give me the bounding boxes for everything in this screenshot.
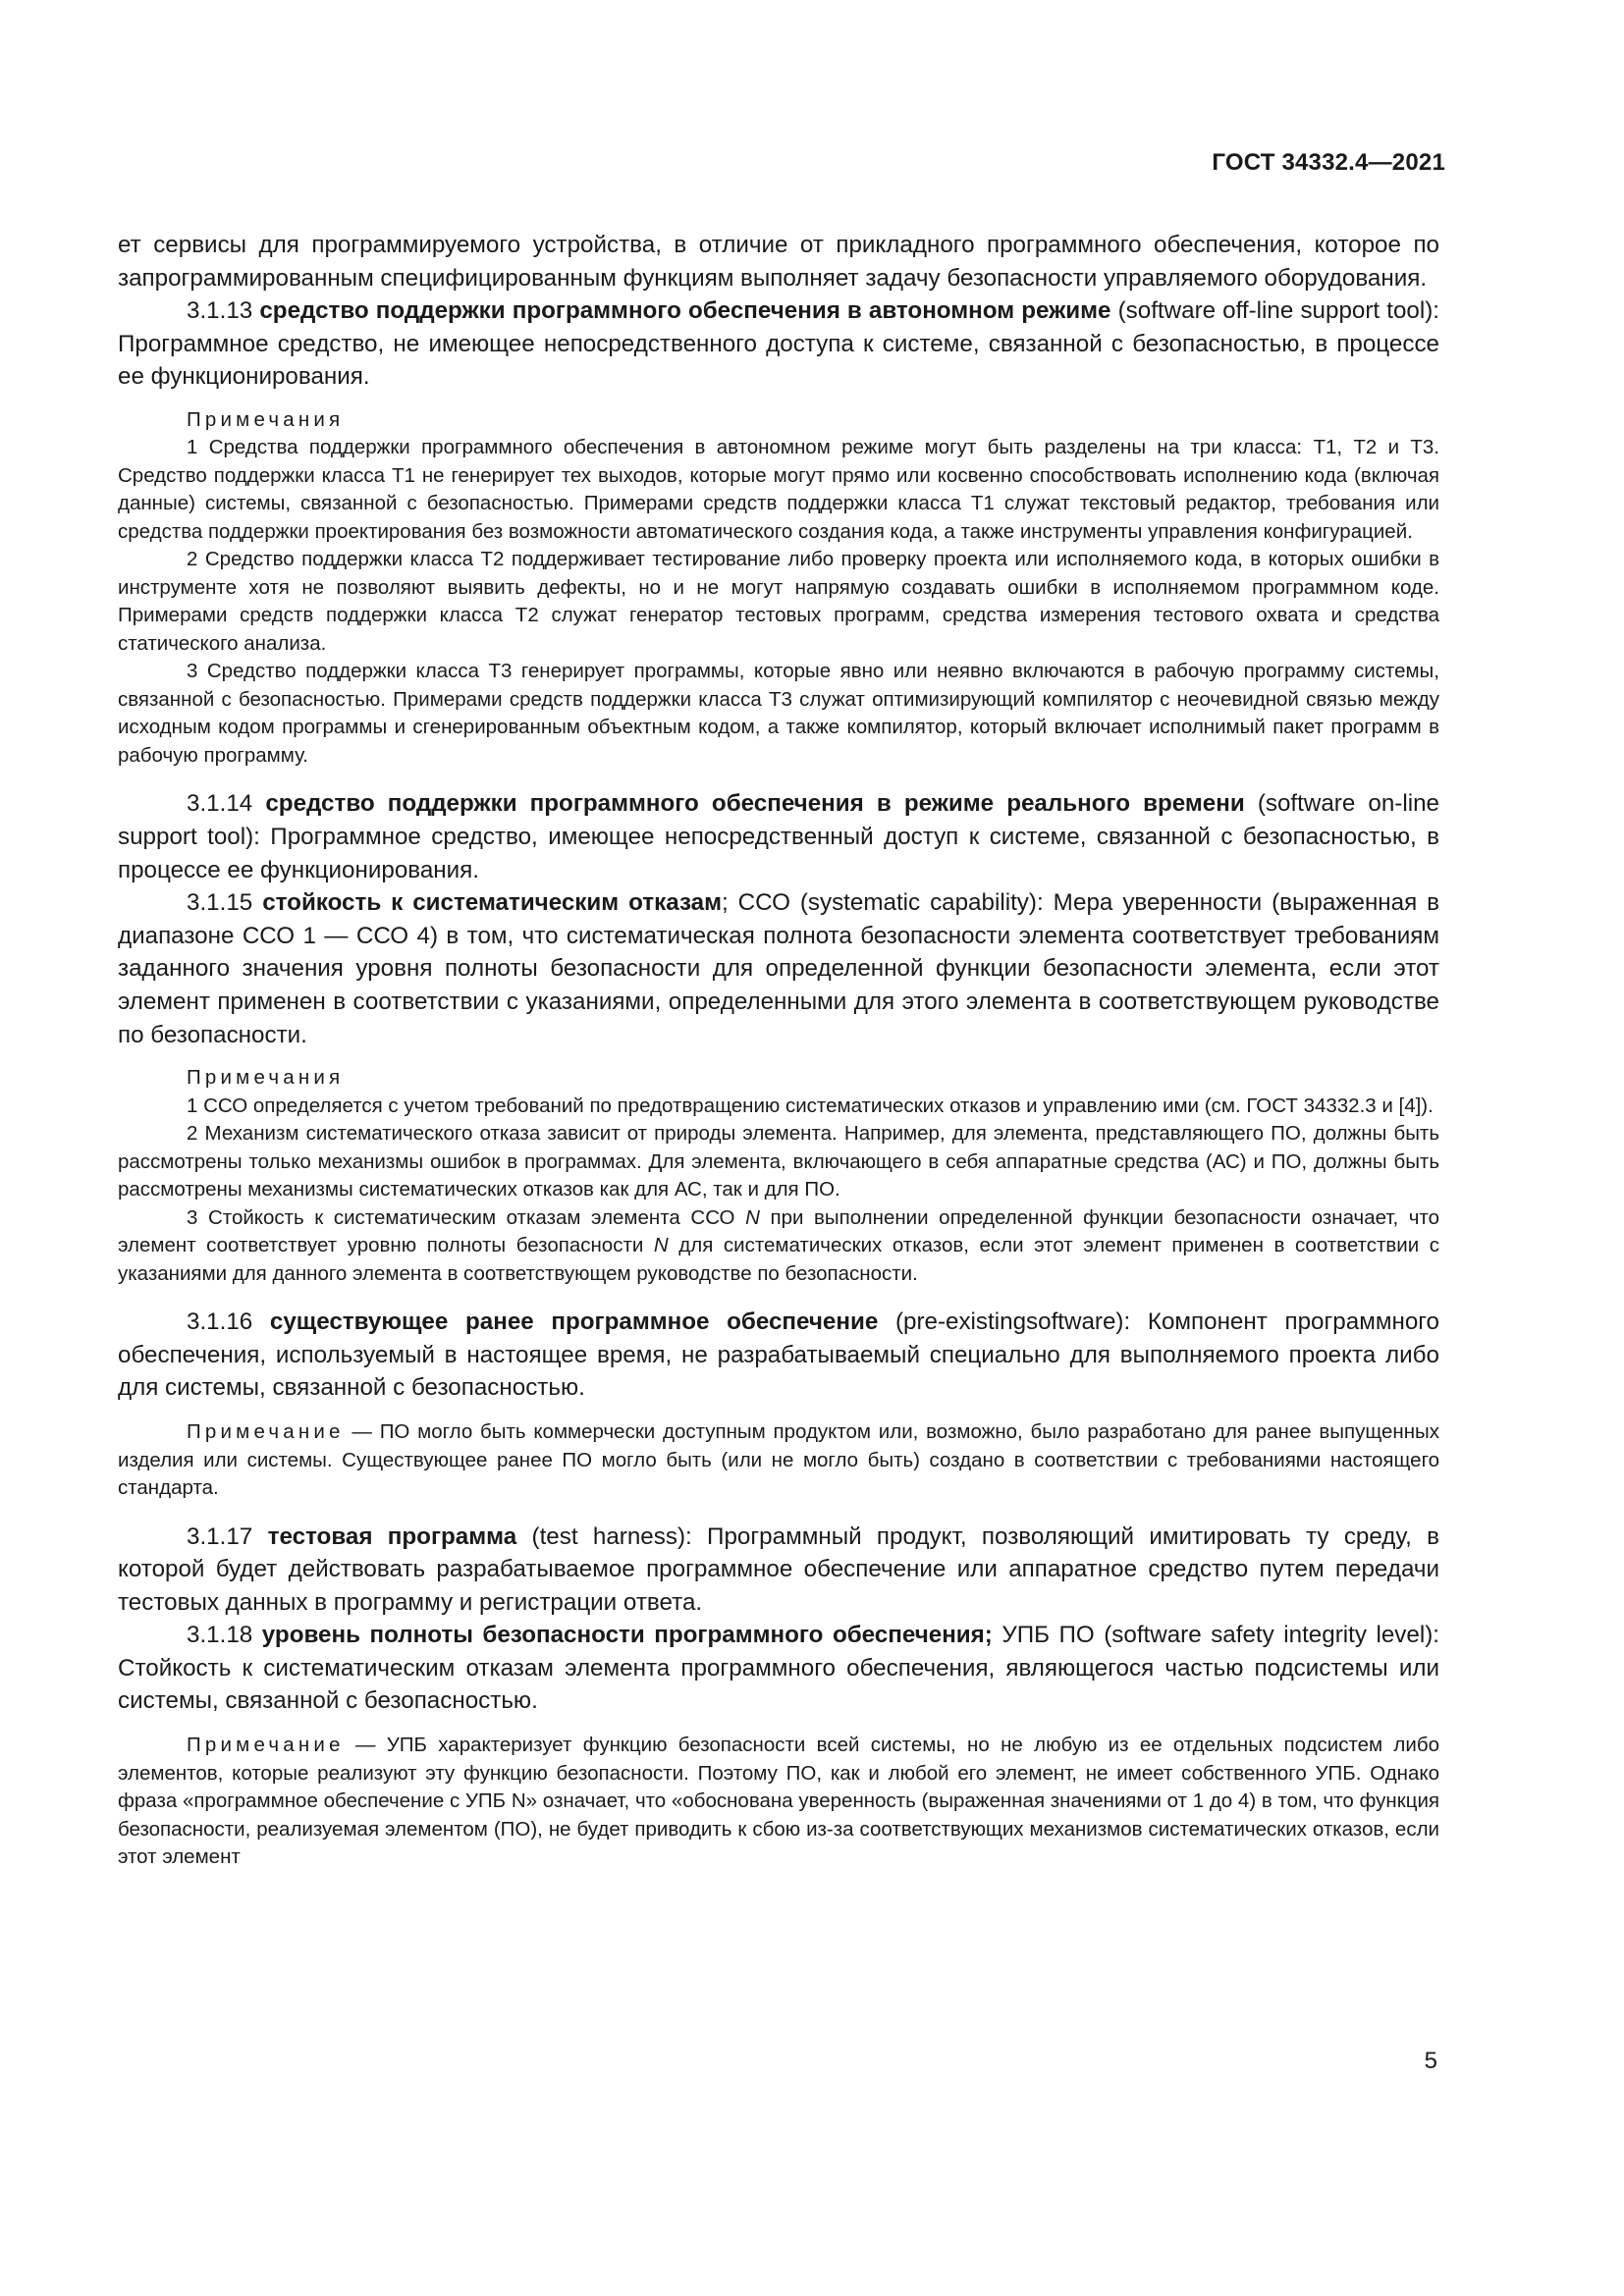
definition-number: 3.1.18	[187, 1622, 262, 1649]
definition-number: 3.1.14	[187, 790, 266, 818]
note-label: Примечание	[187, 1420, 345, 1443]
definition-term: средство поддержки программного обеспечения в автономном режиме	[259, 297, 1111, 325]
definition-3-1-17	[118, 1521, 1439, 1620]
definition-3-1-15	[118, 886, 1439, 1051]
definition-text: (software off-line support tool): Программное средство, не имеющее непосредственного доступа к системе, связанной с безопасностью, в процессе ее функционирования.	[118, 297, 1439, 391]
note-item: 3 Стойкость к систематическим отказам элемента ССО N при выполнении определенной функции безопасности означает, что элемент соответствует уровню полноты безопасности N для систематических отказов, если этот элемент применен в соответствии с указаниями для данного элемента в соответствующем руководстве по безопасности.	[118, 1205, 1439, 1285]
note-item: 2 Механизм систематического отказа зависит от природы элемента. Например, для элемента, представляющего ПО, должны быть рассмотрены только механизмы ошибок в программах. Для элемента, включающего в себя аппаратные средства (АС) и ПО, должны быть рассмотрены механизмы систематических отказов как для АС, так и для ПО.	[118, 1122, 1439, 1201]
note-single: Примечание — ПО могло быть коммерчески доступным продуктом или, возможно, было разработано для ранее выпущенных изделия или системы. Существующее ранее ПО могло быть (или не могло быть) создано в соответствии с требованиями настоящего стандарта.	[118, 1420, 1439, 1499]
continuation-paragraph: ет сервисы для программируемого устройства, в отличие от прикладного программного обеспечения, которое по запрограммированным специфицированным функциям выполняет задачу безопасности управляемого оборудования.	[118, 232, 1439, 292]
note-item: 1 Средства поддержки программного обеспечения в автономном режиме могут быть разделены на три класса: Т1, Т2 и Т3. Средство поддержки класса Т1 не генерирует тех выходов, которые могут прямо или косвенно способствовать исполнению кода (включая данные) системы, связанной с безопасностью. Примерами средств поддержки класса Т1 служат текстовый редактор, требования или средства поддержки проектирования без возможности автоматического создания кода, а также инструменты управления конфигурацией.	[118, 436, 1439, 543]
definition-term: стойкость к систематическим отказам	[262, 889, 723, 917]
definition-3-1-13	[118, 294, 1439, 394]
variable-n: N	[653, 1234, 669, 1257]
definition-text: (software on-line support tool): Программное средство, имеющее непосредственный доступ к системе, связанной с безопасностью, в процессе ее функционирования.	[118, 790, 1439, 883]
definition-number: 3.1.15	[187, 889, 263, 917]
definition-3-1-16	[118, 1306, 1439, 1405]
definition-3-1-18	[118, 1619, 1439, 1718]
note-item: 3 Средство поддержки класса Т3 генерирует программы, которые явно или неявно включаются в рабочую программу системы, связанной с безопасностью. Примерами средств поддержки класса Т3 служат оптимизирующий компилятор с неочевидной связью между исходным кодом программы и сгенерированным объектным кодом, а также компилятор, который включает исполнимый пакет программ в рабочую программу.	[118, 660, 1439, 767]
standard-designation: ГОСТ 34332.4—2021	[1212, 149, 1445, 176]
definition-text: ; ССО (systematic capability): Мера уверенности (выраженная в диапазоне ССО 1 — ССО 4) в том, что систематическая полнота безопасности элемента соответствует требованиям заданного значения уровня полноты безопасности для определенной функции безопасности элемента, если этот элемент применен в соответствии с указаниями, определенными для этого элемента в соответствующем руководстве по безопасности.	[118, 889, 1439, 1048]
definition-term: тестовая программа	[267, 1522, 517, 1550]
definition-number: 3.1.17	[187, 1522, 268, 1550]
definition-number: 3.1.16	[187, 1308, 270, 1336]
note-item: 2 Средство поддержки класса Т2 поддерживает тестирование либо проверку проекта или исполняемого кода, в которых ошибки в инструменте хотя не позволяют выявить дефекты, но и не могут напрямую создавать ошибки в исполняемом программном коде. Примерами средств поддержки класса Т2 служат генератор тестовых программ, средства измерения тестового охвата и средства статического анализа.	[118, 548, 1439, 655]
definition-text: (pre-existingsoftware): Компонент программного обеспечения, используемый в настоящее время, не разрабатываемый специально для выполняемого проекта либо для системы, связанной с безопасностью.	[118, 1308, 1440, 1402]
definition-term: существующее ранее программное обеспечение	[269, 1308, 879, 1336]
definition-text: (test harness): Программный продукт, позволяющий имитировать ту среду, в которой будет действовать разрабатываемое программное обеспечение или аппаратное средство путем передачи тестовых данных в программу и регистрации ответа.	[118, 1522, 1440, 1616]
page-number: 5	[1424, 2048, 1437, 2074]
note-item: 1 ССО определяется с учетом требований по предотвращению систематических отказов и управлению ими (см. ГОСТ 34332.3 и [4]).	[187, 1094, 1434, 1117]
definition-number: 3.1.13	[187, 297, 260, 325]
definition-3-1-14	[118, 787, 1439, 886]
notes-heading: Примечания	[187, 1066, 345, 1090]
definition-term: уровень полноты безопасности программного обеспечения;	[261, 1622, 993, 1649]
definition-text: УПБ ПО (software safety integrity level): Стойкость к систематическим отказам элемента программного обеспечения, являющегося частью подсистемы или системы, связанной с безопасностью.	[118, 1622, 1439, 1715]
page-body	[118, 229, 1439, 1872]
variable-n: N	[745, 1205, 760, 1229]
notes-heading: Примечания	[187, 407, 345, 431]
definition-term: средство поддержки программного обеспечения в режиме реального времени	[265, 790, 1245, 818]
note-single: Примечание — УПБ характеризует функцию безопасности всей системы, но не любую из ее отдельных подсистем либо элементов, которые реализуют эту функцию безопасности. Поэтому ПО, как и любой его элемент, не имеет собственного УПБ. Однако фраза «программное обеспечение с УПБ N» означает, что «обоснована уверенность (выраженная значениями от 1 до 4) в том, что функция безопасности, реализуемая элементом (ПО), не будет приводить к сбою из-за соответствующих механизмов систематических отказов, если этот элемент	[118, 1734, 1439, 1869]
note-label: Примечание	[187, 1734, 345, 1757]
